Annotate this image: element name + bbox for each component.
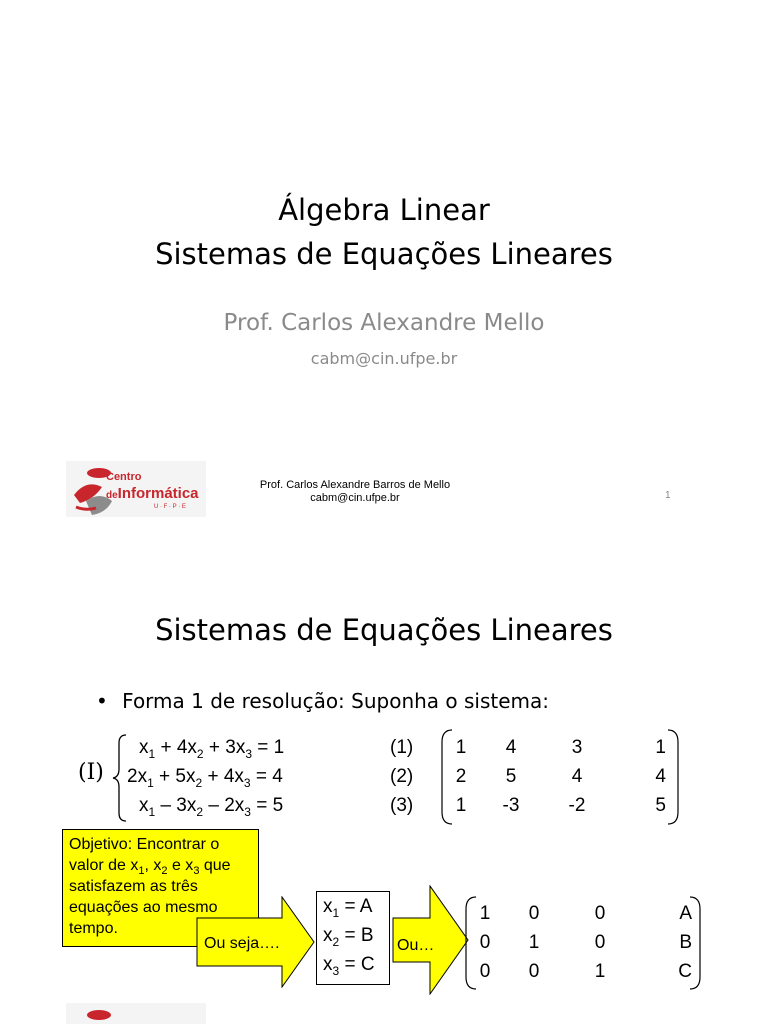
slide2-bullet xyxy=(96,689,549,713)
solution-line-2: $x_2 = B$ xyxy=(323,925,374,949)
logo-text-informatica: Informática xyxy=(117,485,199,502)
bullet-dot: • xyxy=(96,689,108,713)
equation-2: $2x_1 + 5x_2 + 4x_3 = 4$ xyxy=(127,766,283,790)
matrix-row: 0 0 1 C xyxy=(479,960,692,982)
objective-line5: tempo. xyxy=(69,920,118,937)
equation-tag-1: (1) xyxy=(390,737,414,758)
slide1-author: Prof. Carlos Alexandre Mello xyxy=(223,310,545,336)
solution-line-3: $x_3 = C$ xyxy=(323,954,375,978)
solution-box xyxy=(316,891,390,985)
matrix-row: 0 1 0 B xyxy=(479,931,692,953)
matrix-right-bracket-icon xyxy=(666,728,680,826)
equation-3: $x_1 - 3x_2 - 2x_3 = 5$ xyxy=(139,795,284,819)
matrix-row: 1 -3 -2 5 xyxy=(455,794,666,816)
cin-logo xyxy=(66,461,206,517)
system-label: (I) xyxy=(78,760,104,785)
logo-text-prefix: de xyxy=(106,490,118,501)
cin-logo-icon xyxy=(66,1003,206,1024)
augmented-matrix xyxy=(444,733,666,820)
equation-tag-3: (3) xyxy=(390,795,414,816)
matrix-row: 2 5 4 4 xyxy=(455,765,666,787)
slide1-title-line2: Sistemas de Equações Lineares xyxy=(155,237,613,271)
equation-1: $x_1 + 4x_2 + 3x_3 = 1$ xyxy=(139,737,285,761)
slide1-page-number: 1 xyxy=(665,490,671,501)
logo-text-line3: U · F · P · E xyxy=(154,504,186,510)
objective-line3: satisfazem as três xyxy=(69,878,198,895)
slide1-email: cabm@cin.ufpe.br xyxy=(310,349,458,368)
matrix-row: 1 0 0 A xyxy=(479,902,692,924)
arrow2-label: Ou… xyxy=(397,937,435,954)
identity-right-bracket-icon xyxy=(688,895,702,991)
objective-line2: valor de $x_1$, $x_2$ e $x_3$ que xyxy=(69,857,231,877)
matrix-row: 1 4 3 1 xyxy=(455,736,666,758)
logo-text-line2 xyxy=(106,485,199,503)
objective-line1: Objetivo: Encontrar o xyxy=(69,836,220,853)
slide2-bullet-text: Forma 1 de resolução: Suponha o sistema: xyxy=(122,689,550,713)
slide1-footer-line2: cabm@cin.ufpe.br xyxy=(310,492,400,504)
slide2-title: Sistemas de Equações Lineares xyxy=(155,613,613,647)
slide1-footer-line1: Prof. Carlos Alexandre Barros de Mello xyxy=(259,479,451,491)
slide1-title-line1: Álgebra Linear xyxy=(278,193,490,227)
solution-line-1: $x_1 = A$ xyxy=(323,896,373,920)
arrow1-label: Ou seja…. xyxy=(204,935,280,952)
identity-matrix xyxy=(470,899,692,986)
objective-line4: equações ao mesmo xyxy=(69,899,218,916)
logo-text-line1: Centro xyxy=(106,471,142,483)
equation-tag-2: (2) xyxy=(390,766,414,787)
left-brace-icon xyxy=(112,733,128,823)
cin-logo-bottom xyxy=(66,1003,206,1024)
